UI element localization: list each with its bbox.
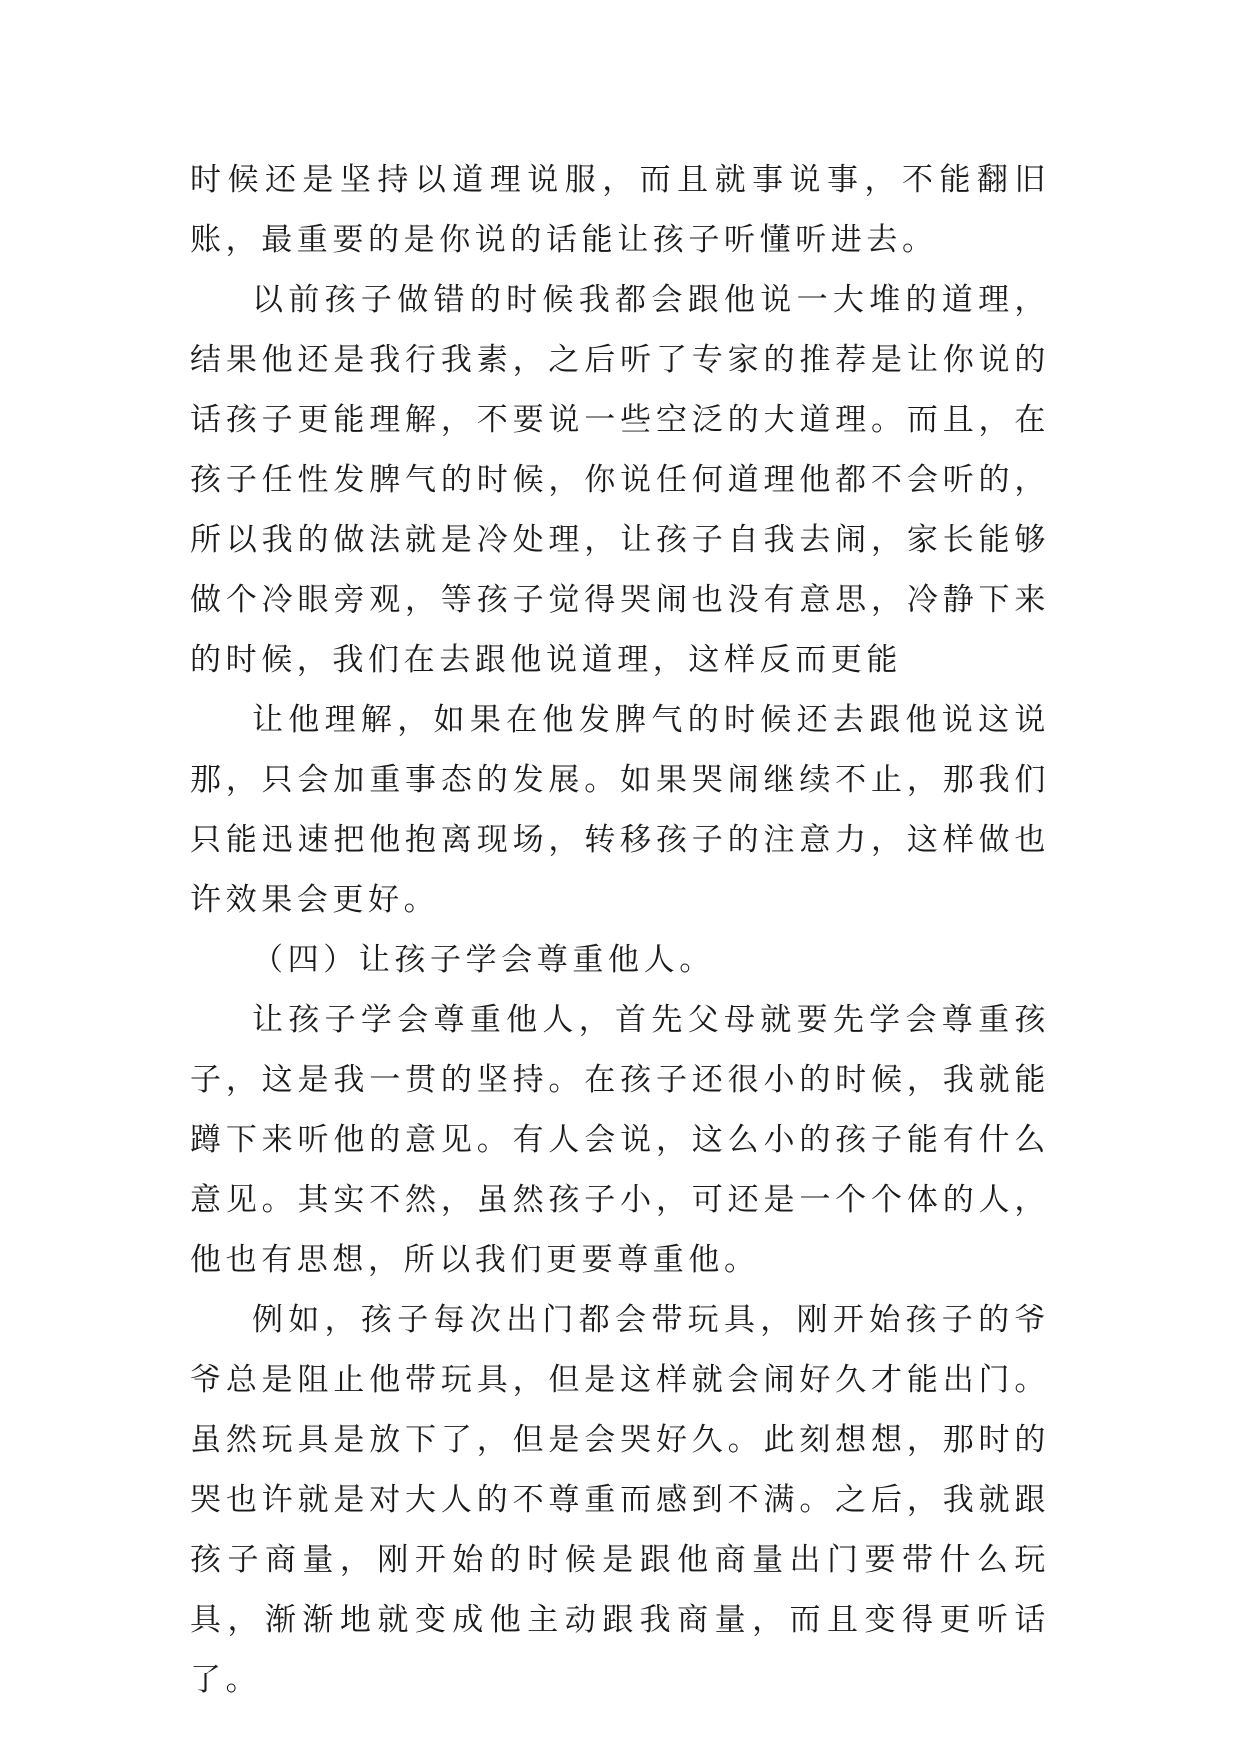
section-heading: （四）让孩子学会尊重他人。 — [252, 942, 715, 978]
paragraph-5: 例如，孩子每次出门都会带玩具，刚开始孩子的爷爷总是阻止他带玩具，但是这样就会闹好久才能出门。虽然玩具是放下了，但是会哭好久。此刻想想，那时的哭也许就是对大人的不尊重而感到不满。之后，我就跟孩子商量，刚开始的时候是跟他商量出门要带什么玩具，渐渐地就变成他主动跟我商量，而且变得更听话了。 — [190, 1302, 1050, 1698]
paragraph-2: 以前孩子做错的时候我都会跟他说一大堆的道理，结果他还是我行我素，之后听了专家的推荐是让你说的话孩子更能理解，不要说一些空泛的大道理。而且，在孩子任性发脾气的时候，你说任何道理他都不会听的，所以我的做法就是冷处理，让孩子自我去闹，家长能够做个冷眼旁观，等孩子觉得哭闹也没有意思，冷静下来的时候，我们在去跟他说道理，这样反而更能 — [190, 282, 1050, 678]
paragraph-4: 让孩子学会尊重他人，首先父母就要先学会尊重孩子，这是我一贯的坚持。在孩子还很小的时候，我就能蹲下来听他的意见。有人会说，这么小的孩子能有什么意见。其实不然，虽然孩子小，可还是一个个体的人，他也有思想，所以我们更要尊重他。 — [190, 1002, 1050, 1278]
paragraph-3: 让他理解，如果在他发脾气的时候还去跟他说这说那，只会加重事态的发展。如果哭闹继续不止，那我们只能迅速把他抱离现场，转移孩子的注意力，这样做也许效果会更好。 — [190, 702, 1050, 918]
body-text — [190, 150, 1050, 1710]
paragraph-1: 时候还是坚持以道理说服，而且就事说事，不能翻旧账，最重要的是你说的话能让孩子听懂听进去。 — [190, 162, 1050, 258]
